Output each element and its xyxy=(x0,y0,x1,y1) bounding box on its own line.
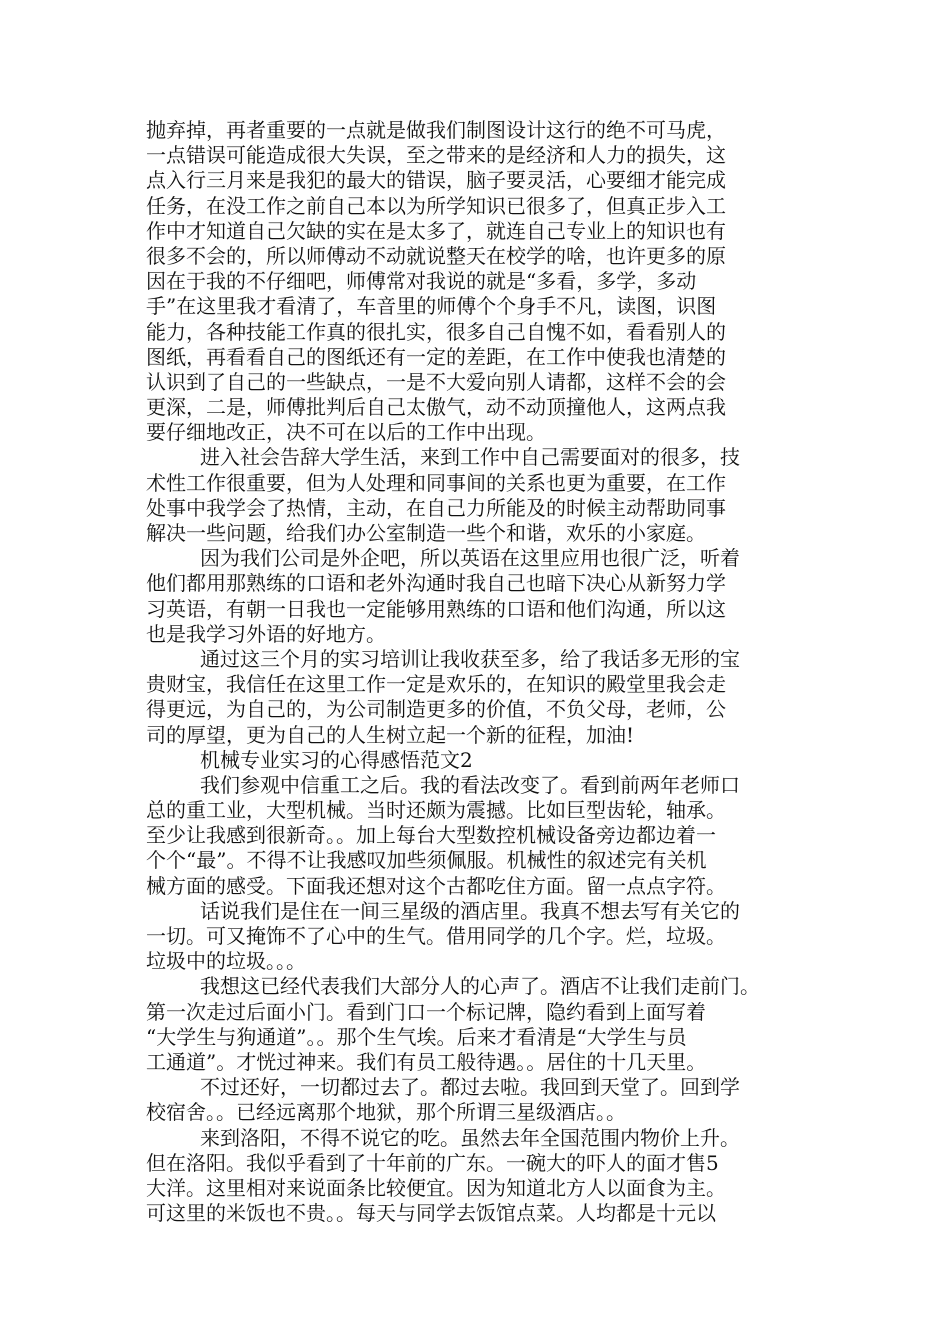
text-line: 我们参观中信重工之后。我的看法改变了。看到前两年老师口 xyxy=(200,772,740,797)
text-line: 术性工作很重要，但为人处理和同事间的关系也更为重要，在工作 xyxy=(146,470,726,495)
text-line: 来到洛阳，不得不说它的吃。虽然去年全国范围内物价上升。 xyxy=(200,1125,740,1150)
text-line: 通过这三个月的实习培训让我收获至多，给了我话多无形的宝 xyxy=(200,646,740,671)
text-line: 更深，二是，师傅批判后自己太傲气，动不动顶撞他人，这两点我 xyxy=(146,395,726,420)
text-line: 手”在这里我才看清了，车音里的师傅个个身手不凡，读图，识图 xyxy=(146,294,717,319)
text-line: “大学生与狗通道”。。那个生气埃。后来才看清是“大学生与员 xyxy=(146,1024,687,1049)
text-line: 大洋。这里相对来说面条比较便宜。因为知道北方人以面食为主。 xyxy=(146,1175,726,1200)
text-line: 图纸，再看看自己的图纸还有一定的差距，在工作中使我也清楚的 xyxy=(146,344,726,369)
text-line: 但在洛阳。我似乎看到了十年前的广东。一碗大的吓人的面才售5 xyxy=(146,1150,719,1175)
text-line: 机械专业实习的心得感悟范文2 xyxy=(200,747,473,772)
text-line: 得更远，为自己的，为公司制造更多的价值，不负父母，老师，公 xyxy=(146,697,726,722)
text-line: 个个“最”。不得不让我感叹加些须佩服。机械性的叙述完有关机 xyxy=(146,848,707,873)
text-line: 可这里的米饭也不贵。。每天与同学去饭馆点菜。人均都是十元以 xyxy=(146,1201,716,1226)
text-line: 也是我学习外语的好地方。 xyxy=(146,621,386,646)
text-line: 他们都用那熟练的口语和老外沟通时我自己也暗下决心从新努力学 xyxy=(146,571,726,596)
text-line: 因为我们公司是外企吧，所以英语在这里应用也很广泛，听着 xyxy=(200,546,740,571)
text-line: 垃圾中的垃圾。。。 xyxy=(146,949,306,974)
text-line: 校宿舍。。已经远离那个地狱，那个所谓三星级酒店。。 xyxy=(146,1100,626,1125)
text-line: 点入行三月来是我犯的最大的错误，脑子要灵活，心要细才能完成 xyxy=(146,168,726,193)
text-line: 因在于我的不仔细吧，师傅常对我说的就是“多看，多学，多动 xyxy=(146,269,697,294)
text-line: 至少让我感到很新奇。。加上每台大型数控机械设备旁边都边着一 xyxy=(146,823,716,848)
text-line: 能力，各种技能工作真的很扎实，很多自己自愧不如，看看别人的 xyxy=(146,319,726,344)
text-line: 一切。可又掩饰不了心中的生气。借用同学的几个字。烂，垃圾。 xyxy=(146,924,726,948)
text-line: 任务，在没工作之前自己本以为所学知识已很多了，但真正步入工 xyxy=(146,193,726,218)
text-line: 工通道”。才恍过神来。我们有员工般待遇。。居住的十几天里。 xyxy=(146,1049,707,1074)
text-line: 械方面的感受。下面我还想对这个古都吃住方面。留一点点字符。 xyxy=(146,873,726,898)
text-line: 第一次走过后面小门。看到门口一个标记牌，隐约看到上面写着 xyxy=(146,999,706,1024)
text-line: 话说我们是住在一间三星级的酒店里。我真不想去写有关它的 xyxy=(200,898,740,923)
text-line: 习英语，有朝一日我也一定能够用熟练的口语和他们沟通，所以这 xyxy=(146,596,726,621)
text-line: 我想这已经代表我们大部分人的心声了。酒店不让我们走前门。 xyxy=(200,974,760,999)
text-line: 进入社会告辞大学生活，来到工作中自己需要面对的很多，技 xyxy=(200,445,740,470)
text-line: 司的厚望，更为自己的人生树立起一个新的征程，加油! xyxy=(146,722,635,747)
text-line: 一点错误可能造成很大失误，至之带来的是经济和人力的损失，这 xyxy=(146,143,726,168)
text-line: 认识到了自己的一些缺点，一是不大爱向别人请都，这样不会的会 xyxy=(146,369,726,394)
text-line: 不过还好，一切都过去了。都过去啦。我回到天堂了。回到学 xyxy=(200,1075,740,1100)
text-line: 总的重工业，大型机械。当时还颇为震撼。比如巨型齿轮，轴承。 xyxy=(146,798,726,823)
text-line: 抛弃掉，再者重要的一点就是做我们制图设计这行的绝不可马虎， xyxy=(146,118,726,142)
text-line: 贵财宝，我信任在这里工作一定是欢乐的，在知识的殿堂里我会走 xyxy=(146,672,726,697)
text-line: 很多不会的，所以师傅动不动就说整天在校学的啥，也许更多的原 xyxy=(146,243,726,268)
text-line: 要仔细地改正，决不可在以后的工作中出现。 xyxy=(146,420,546,445)
text-line: 解决一些问题，给我们办公室制造一些个和谐，欢乐的小家庭。 xyxy=(146,521,706,545)
text-line: 作中才知道自己欠缺的实在是太多了，就连自己专业上的知识也有 xyxy=(146,218,726,243)
document-page xyxy=(146,118,810,1226)
text-line: 处事中我学会了热情，主动，在自己力所能及的时候主动帮助同事 xyxy=(146,495,726,520)
